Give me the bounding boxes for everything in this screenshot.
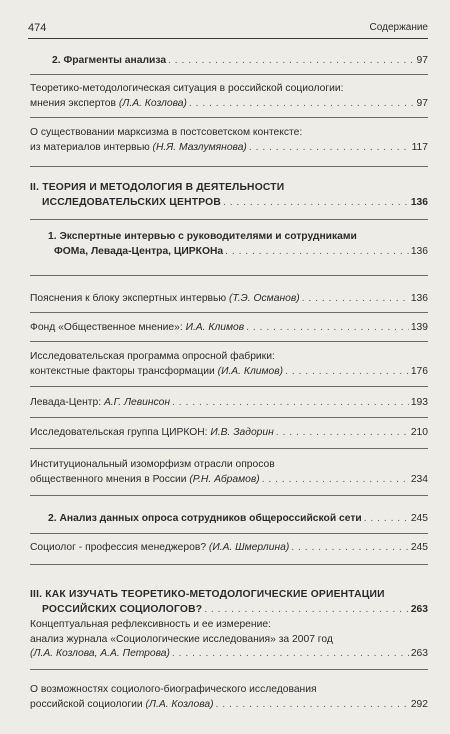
entry-title-line: О возможностях социолого-биографического исследования xyxy=(30,684,317,695)
divider xyxy=(30,533,428,534)
toc-entry[interactable] xyxy=(30,321,428,336)
entry-title: РОССИЙСКИХ СОЦИОЛОГОВ? xyxy=(42,603,203,615)
entry-page: 234 xyxy=(410,473,428,485)
toc-entry[interactable] xyxy=(30,126,428,155)
leader-dots xyxy=(291,541,409,556)
toc-entry[interactable] xyxy=(30,683,428,712)
entry-title-line: анализ журнала «Социологические исследования» за 2007 год xyxy=(30,633,333,645)
toc-entry[interactable] xyxy=(30,350,428,379)
leader-dots xyxy=(172,647,409,662)
divider xyxy=(30,495,428,496)
page-number: 474 xyxy=(28,22,47,34)
entry-author: (И.А. Шмерлина) xyxy=(208,542,290,553)
entry-page: 139 xyxy=(410,322,428,333)
header-rule xyxy=(28,38,428,39)
divider xyxy=(30,564,428,565)
leader-dots xyxy=(216,698,409,713)
toc-entry[interactable] xyxy=(30,618,428,662)
divider xyxy=(30,219,428,220)
entry-title-text: мнения экспертов xyxy=(30,97,119,109)
divider xyxy=(30,166,428,167)
entry-author: А.Г. Левинсон xyxy=(103,397,171,408)
entry-author: (Л.А. Козлова, А.А. Петрова) xyxy=(30,648,170,660)
entry-page: 245 xyxy=(410,542,428,553)
entry-title-line: О существовании марксизма в постсоветском контексте: xyxy=(30,127,303,138)
entry-page: 97 xyxy=(416,55,428,66)
entry-page: 136 xyxy=(410,196,428,208)
entry-title-text: Левада-Центр: xyxy=(30,397,104,408)
entry-title xyxy=(30,97,187,112)
entry-author: И.В. Задорин xyxy=(210,427,274,438)
entry-title xyxy=(30,321,244,336)
divider xyxy=(30,275,428,276)
divider xyxy=(30,312,428,313)
entry-author: (Л.А. Козлова) xyxy=(118,97,187,109)
entry-title-text: общественного мнения в России xyxy=(30,473,190,485)
entry-author: (И.А. Климов) xyxy=(217,365,284,377)
toc-part-entry[interactable] xyxy=(30,588,428,617)
entry-page: 292 xyxy=(410,698,428,710)
entry-page: 97 xyxy=(416,97,428,109)
toc-entry[interactable] xyxy=(30,82,428,111)
entry-title xyxy=(30,426,274,441)
entry-title xyxy=(30,141,247,156)
entry-title-line: 1. Экспертные интервью с руководителями и сотрудниками xyxy=(48,231,357,242)
leader-dots xyxy=(249,141,410,156)
divider xyxy=(30,669,428,670)
entry-title-text: российской социологии xyxy=(30,698,146,710)
leader-dots xyxy=(276,426,409,441)
leader-dots xyxy=(364,512,409,527)
divider xyxy=(30,74,428,75)
entry-page: 176 xyxy=(410,365,428,377)
entry-title-line: Исследовательская программа опросной фабрики: xyxy=(30,351,275,362)
entry-page: 136 xyxy=(410,245,428,257)
entry-title xyxy=(30,365,283,380)
leader-dots xyxy=(225,245,409,260)
entry-title-text: Социолог - профессия менеджеров? xyxy=(30,542,209,553)
toc-entry[interactable] xyxy=(30,292,428,307)
entry-title: 2. Анализ данных опроса сотрудников общероссийской сети xyxy=(48,513,362,524)
leader-dots xyxy=(246,321,409,336)
toc-part-entry[interactable] xyxy=(30,181,428,210)
entry-page: 263 xyxy=(410,648,428,660)
leader-dots xyxy=(172,396,409,411)
entry-page: 263 xyxy=(410,603,428,615)
entry-page: 136 xyxy=(410,293,428,304)
entry-title xyxy=(30,473,260,488)
entry-title-line: Теоретико-методологическая ситуация в российской социологии: xyxy=(30,83,344,94)
entry-title xyxy=(30,647,170,662)
leader-dots xyxy=(223,196,409,211)
entry-author: (Р.Н. Абрамов) xyxy=(189,473,260,485)
leader-dots xyxy=(189,97,415,112)
page-header xyxy=(0,0,450,44)
entry-author: (Т.Э. Османов) xyxy=(228,293,300,304)
entry-title-text: из материалов интервью xyxy=(30,141,153,153)
entry-title-text: контекстные факторы трансформации xyxy=(30,365,218,377)
toc-entry[interactable] xyxy=(52,54,428,69)
toc-entry[interactable] xyxy=(30,541,428,556)
leader-dots xyxy=(168,54,414,69)
divider xyxy=(30,417,428,418)
entry-title-line: Институциональный изоморфизм отрасли опросов xyxy=(30,459,275,470)
entry-title-line: Концептуальная рефлексивность и ее измерение: xyxy=(30,619,271,630)
entry-title-text: Фонд «Общественное мнение»: xyxy=(30,322,186,333)
divider xyxy=(30,448,428,449)
entry-title xyxy=(30,541,289,556)
entry-title-line: II. ТЕОРИЯ И МЕТОДОЛОГИЯ В ДЕЯТЕЛЬНОСТИ xyxy=(30,182,285,193)
leader-dots xyxy=(204,603,409,618)
toc-entry[interactable] xyxy=(30,426,428,441)
entry-page: 193 xyxy=(410,397,428,408)
leader-dots xyxy=(285,365,409,380)
entry-title: 2. Фрагменты анализа xyxy=(52,55,167,66)
leader-dots xyxy=(262,473,409,488)
divider xyxy=(30,341,428,342)
leader-dots xyxy=(302,292,409,307)
entry-author: И.А. Климов xyxy=(185,322,245,333)
entry-title-text: Пояснения к блоку экспертных интервью xyxy=(30,293,229,304)
entry-title: ФОМа, Левада-Центра, ЦИРКОНа xyxy=(54,245,224,257)
entry-page: 245 xyxy=(410,513,428,524)
entry-title xyxy=(30,698,214,713)
toc-entry[interactable] xyxy=(48,230,428,259)
entry-title xyxy=(30,292,300,307)
toc-entry[interactable] xyxy=(30,396,428,411)
entry-author: (Л.А. Козлова) xyxy=(145,698,214,710)
entry-title: ИССЛЕДОВАТЕЛЬСКИХ ЦЕНТРОВ xyxy=(42,196,221,208)
toc-entry[interactable] xyxy=(30,458,428,487)
entry-page: 210 xyxy=(410,427,428,438)
entry-page: 117 xyxy=(411,141,428,153)
entry-title-text: Исследовательская группа ЦИРКОН: xyxy=(30,427,211,438)
entry-title-line: III. КАК ИЗУЧАТЬ ТЕОРЕТИКО-МЕТОДОЛОГИЧЕСКИЕ ОРИЕНТАЦИИ xyxy=(30,589,385,600)
divider xyxy=(30,117,428,118)
running-head: Содержание xyxy=(369,22,428,33)
divider xyxy=(30,386,428,387)
entry-title xyxy=(30,396,170,411)
entry-author: (Н.Я. Мазлумянова) xyxy=(152,141,247,153)
toc-entry[interactable] xyxy=(48,512,428,527)
